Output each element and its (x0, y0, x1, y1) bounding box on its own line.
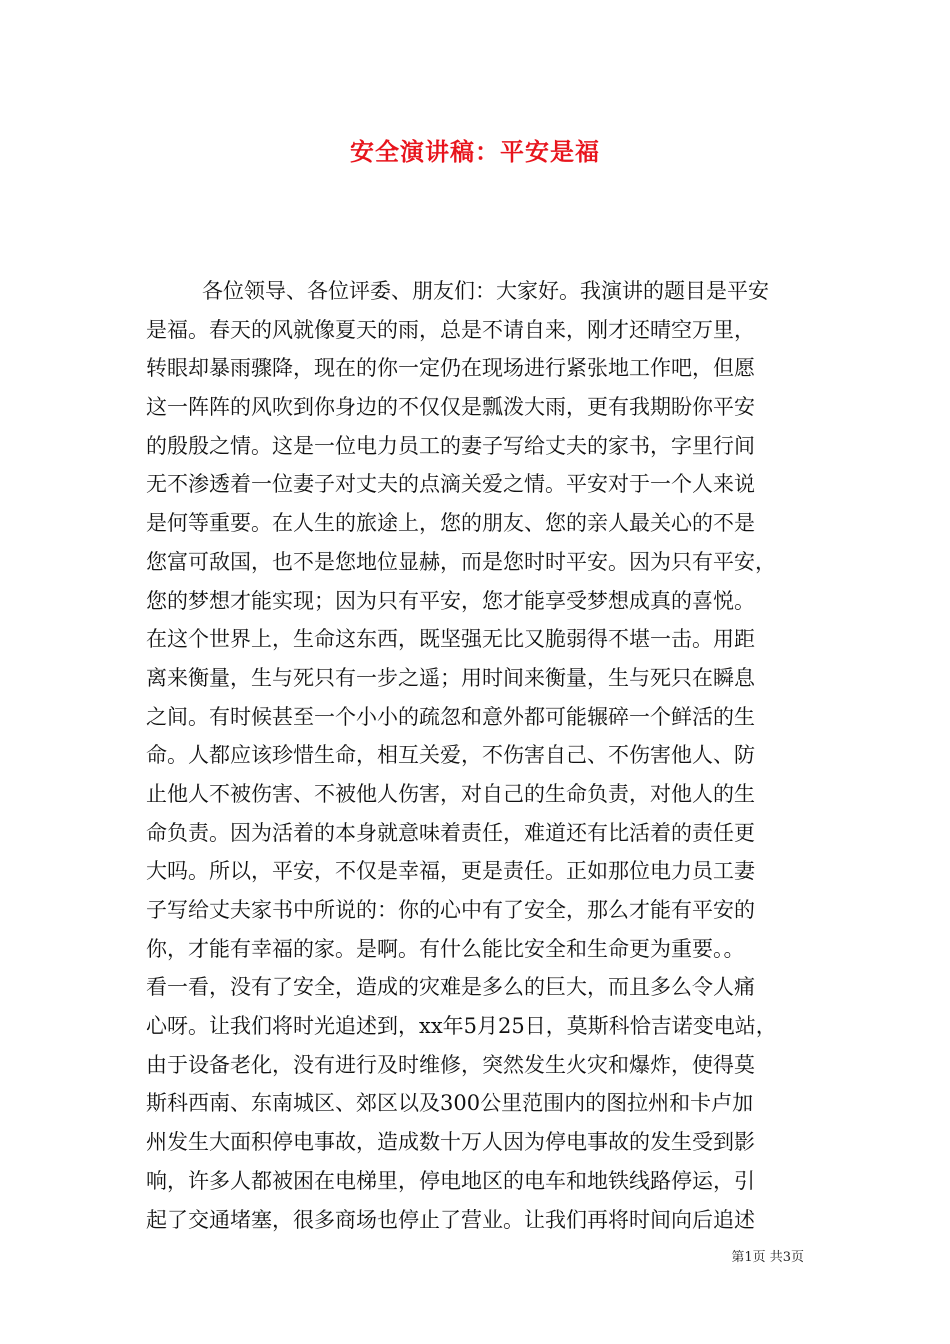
body-line: 是福。春天的风就像夏天的雨，总是不请自来，刚才还晴空万里， (146, 317, 755, 342)
body-line: 由于设备老化，没有进行及时维修，突然发生火灾和爆炸，使得莫 (146, 1052, 755, 1077)
body-line: 响，许多人都被困在电梯里，停电地区的电车和地铁线路停运，引 (146, 1168, 755, 1193)
body-line: 州发生大面积停电事故，造成数十万人因为停电事故的发生受到影 (146, 1130, 755, 1155)
body-line: 命。人都应该珍惜生命，相互关爱，不伤害自己、不伤害他人、防 (146, 743, 755, 768)
body-line: 您的梦想才能实现；因为只有平安，您才能享受梦想成真的喜悦。 (146, 588, 755, 613)
body-line: 看一看，没有了安全，造成的灾难是多么的巨大，而且多么令人痛 (146, 975, 755, 1000)
body-line: 您富可敌国，也不是您地位显赫，而是您时时平安。因为只有平安， (146, 549, 776, 574)
body-line: 是何等重要。在人生的旅途上，您的朋友、您的亲人最关心的不是 (146, 511, 755, 536)
body-line: 这一阵阵的风吹到你身边的不仅仅是瓢泼大雨，更有我期盼你平安 (146, 395, 755, 420)
body-line: 子写给丈夫家书中所说的：你的心中有了安全，那么才能有平安的 (146, 898, 755, 922)
body-text (146, 272, 806, 1239)
body-line: 你，才能有幸福的家。是啊。有什么能比安全和生命更为重要。。 (146, 936, 745, 961)
body-line: 的殷殷之情。这是一位电力员工的妻子写给丈夫的家书，字里行间 (146, 433, 755, 458)
body-line: 止他人不被伤害、不被他人伤害，对自己的生命负责，对他人的生 (146, 781, 755, 806)
page-title: 安全演讲稿：平安是福 (350, 137, 600, 166)
body-line: 斯科西南、东南城区、郊区以及300公里范围内的图拉州和卡卢加 (146, 1091, 754, 1116)
body-line: 各位领导、各位评委、朋友们：大家好。我演讲的题目是平安 (202, 279, 769, 303)
body-line: 命负责。因为活着的本身就意味着责任，难道还有比活着的责任更 (146, 820, 755, 845)
page-number: 第1页 共3页 (731, 1250, 804, 1265)
body-line: 之间。有时候甚至一个小小的疏忽和意外都可能辗碎一个鲜活的生 (146, 704, 755, 729)
body-line: 起了交通堵塞，很多商场也停止了营业。让我们再将时间向后追述 (146, 1207, 755, 1232)
body-line: 转眼却暴雨骤降，现在的你一定仍在现场进行紧张地工作吧，但愿 (146, 356, 755, 381)
body-line: 无不渗透着一位妻子对丈夫的点滴关爱之情。平安对于一个人来说 (146, 472, 755, 497)
body-line: 在这个世界上，生命这东西，既坚强无比又脆弱得不堪一击。用距 (146, 627, 755, 652)
body-line: 离来衡量，生与死只有一步之遥；用时间来衡量，生与死只在瞬息 (146, 665, 755, 690)
body-line: 大吗。所以，平安，不仅是幸福，更是责任。正如那位电力员工妻 (146, 859, 755, 884)
body-line: 心呀。让我们将时光追述到，xx年5月25日，莫斯科恰吉诺变电站， (146, 1014, 777, 1039)
